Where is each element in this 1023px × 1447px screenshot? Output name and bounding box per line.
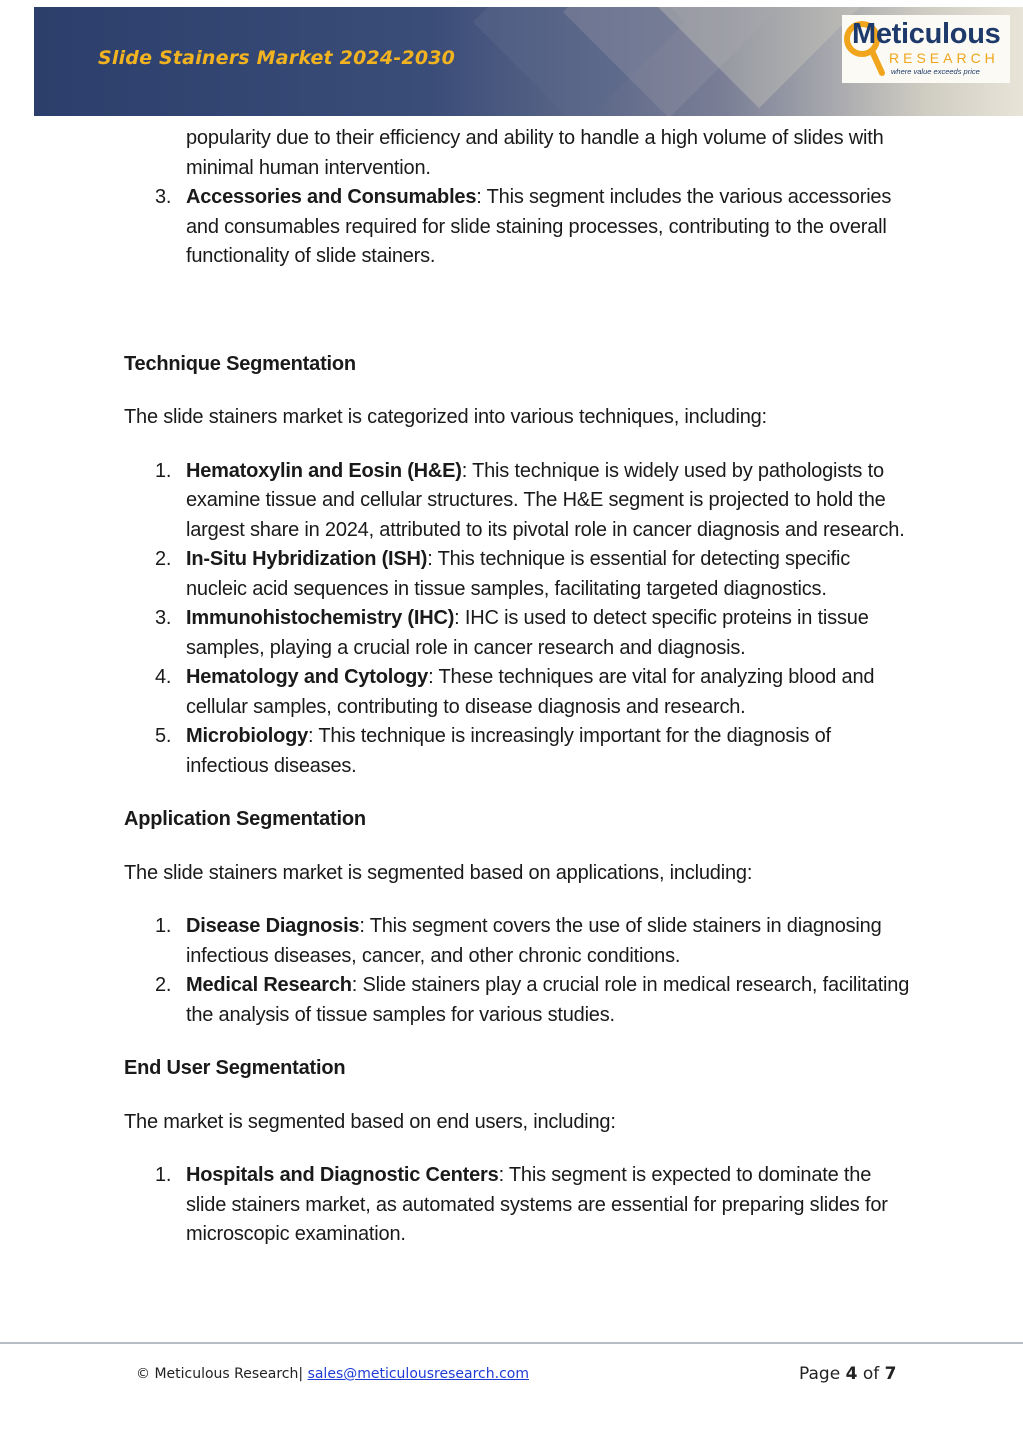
logo-tagline: where value exceeds price	[891, 67, 980, 76]
list-item-text: : This technique is widely used by pathologists to examine tissue and cellular structures. The H&E segment is projected to hold the largest share in 2024, attributed to its pivotal role in cancer diagnosis and research.	[186, 459, 905, 541]
list-item-title: In-Situ Hybridization (ISH)	[186, 548, 428, 570]
section-heading-technique: Technique Segmentation	[124, 352, 356, 375]
list-number: 1.	[155, 459, 172, 482]
list-item	[124, 183, 914, 272]
page-of: of	[862, 1364, 880, 1384]
application-list	[124, 912, 914, 1030]
list-item-title: Disease Diagnosis	[186, 915, 360, 937]
list-number: 2.	[155, 548, 172, 570]
page-current: 4	[845, 1364, 858, 1384]
page-label: Page	[799, 1364, 841, 1384]
list-item-text: : This segment covers the use of slide stainers in diagnosing infectious diseases, cancer, and other chronic conditions.	[186, 915, 882, 967]
list-item	[124, 1161, 914, 1250]
copyright-text: © Meticulous Research|	[136, 1366, 304, 1382]
list-item-title: Accessories and Consumables	[186, 186, 477, 208]
list-item-text: : IHC is used to detect specific proteins in tissue samples, playing a crucial role in cancer research and diagnosis.	[186, 607, 869, 659]
header-banner	[34, 7, 1023, 116]
page-total: 7	[884, 1364, 897, 1384]
document-body	[124, 124, 914, 1250]
list-item-text: : This technique is increasingly important for the diagnosis of infectious diseases.	[186, 725, 831, 777]
continued-paragraph: popularity due to their efficiency and ability to handle a high volume of slides with minimal human intervention.	[186, 127, 884, 179]
section-heading-application: Application Segmentation	[124, 808, 366, 830]
list-item	[124, 971, 914, 1030]
section-intro-application: The slide stainers market is segmented based on applications, including:	[124, 861, 753, 884]
list-number: 3.	[155, 186, 172, 208]
list-item-title: Medical Research	[186, 974, 352, 996]
list-item-text: : These techniques are vital for analyzing blood and cellular samples, contributing to disease diagnosis and research.	[186, 666, 875, 718]
list-item-text: : This segment is expected to dominate the slide stainers market, as automated systems are essential for preparing slides for microscopic examination.	[186, 1164, 888, 1245]
list-item-title: Immunohistochemistry (IHC)	[186, 607, 455, 629]
footer-copyright	[136, 1366, 529, 1382]
list-number: 3.	[155, 607, 172, 629]
list-item	[124, 663, 914, 722]
list-item	[124, 912, 914, 971]
list-item-text: : Slide stainers play a crucial role in medical research, facilitating the analysis of tissue samples for various studies.	[186, 974, 910, 1026]
list-item-title: Hematology and Cytology	[186, 666, 429, 688]
list-item-text: : This technique is essential for detecting specific nucleic acid sequences in tissue samples, facilitating targeted diagnostics.	[186, 548, 851, 600]
list-item-text: : This segment includes the various accessories and consumables required for slide staining processes, contributing to the overall functionality of slide stainers.	[186, 186, 892, 267]
page-indicator	[799, 1364, 896, 1384]
list-item	[124, 604, 914, 663]
section-heading-enduser: End User Segmentation	[124, 1057, 346, 1079]
footer-divider	[0, 1342, 1023, 1344]
list-number: 1.	[155, 915, 172, 937]
list-item-title: Hematoxylin and Eosin (H&E)	[186, 459, 462, 482]
email-link[interactable]: sales@meticulousresearch.com	[307, 1366, 529, 1382]
list-number: 1.	[155, 1164, 172, 1186]
list-number: 4.	[155, 666, 172, 688]
list-item-title: Hospitals and Diagnostic Centers	[186, 1164, 499, 1186]
enduser-list	[124, 1161, 914, 1250]
component-list-continued	[124, 183, 914, 272]
list-item-title: Microbiology	[186, 725, 309, 747]
company-logo	[842, 15, 1010, 83]
section-intro-technique: The slide stainers market is categorized into various techniques, including:	[124, 406, 767, 428]
logo-name: Meticulous	[852, 18, 1001, 50]
document-title: Slide Stainers Market 2024-2030	[98, 47, 456, 69]
technique-list	[124, 457, 914, 782]
section-intro-enduser: The market is segmented based on end users, including:	[124, 1110, 616, 1133]
logo-subtitle: RESEARCH	[889, 50, 999, 66]
list-item	[124, 722, 914, 781]
list-number: 5.	[155, 725, 172, 747]
list-number: 2.	[155, 974, 172, 996]
list-item	[124, 457, 914, 546]
list-item	[124, 545, 914, 604]
